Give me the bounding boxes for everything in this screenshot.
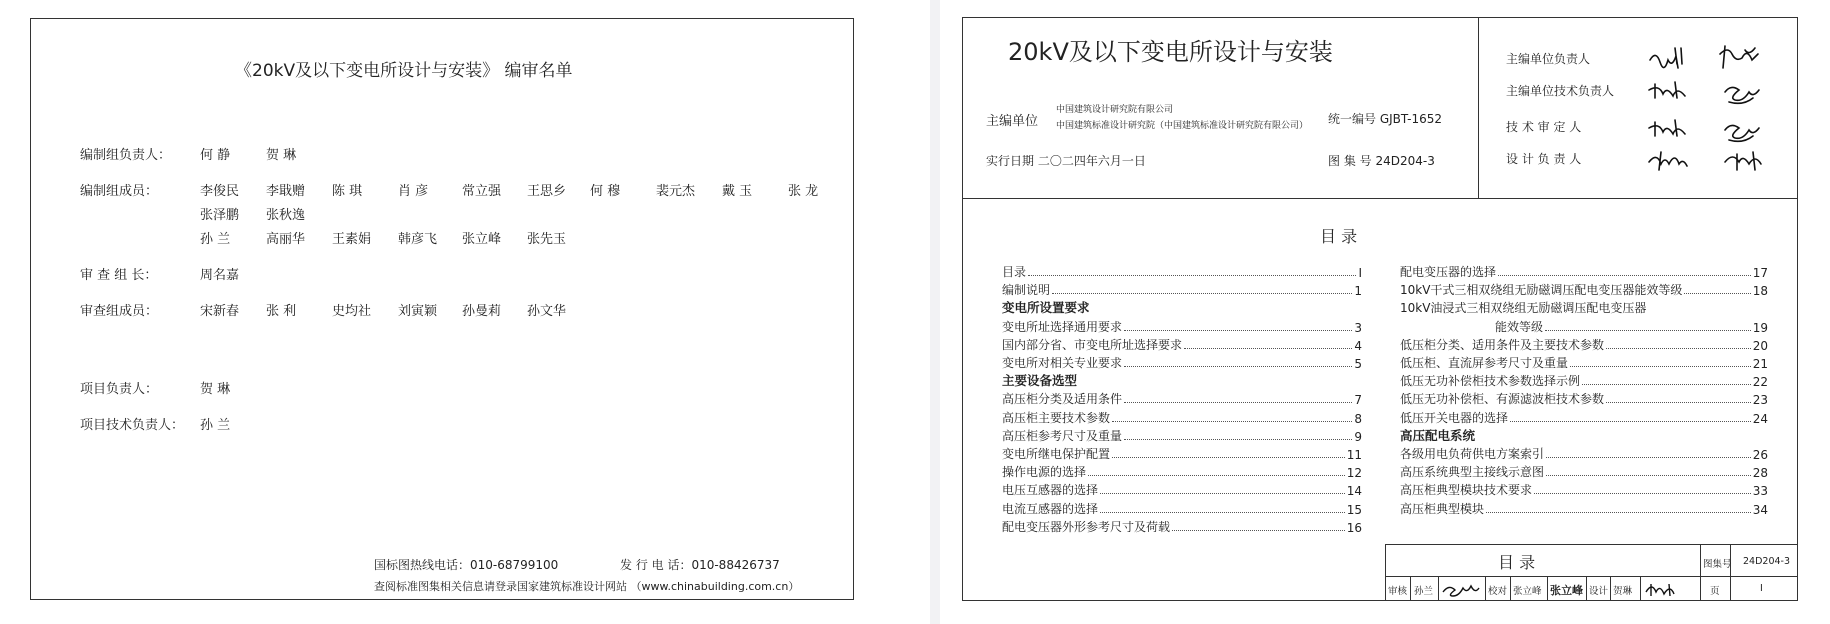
toc-entry-label: 各级用电负荷供电方案索引 xyxy=(1400,447,1545,461)
roster-title: 《20kV及以下变电所设计与安装》 编审名单 xyxy=(235,61,573,81)
toc-leader-dots xyxy=(1112,421,1352,422)
toc-entry-page: I xyxy=(1358,266,1362,280)
toc-leader-dots xyxy=(1124,439,1352,440)
toc-entry-page: 23 xyxy=(1752,393,1768,408)
cell-line xyxy=(1547,576,1548,601)
hotline-text: 国标图热线电话：010-68799100 xyxy=(374,558,559,572)
project-leader-label: 项目负责人： xyxy=(80,382,159,397)
toc-leader-dots xyxy=(1534,493,1751,494)
toc-entry-label: 低压无功补偿柜、有源滤波柜技术参数 xyxy=(1400,392,1605,407)
cell-line xyxy=(1610,576,1611,601)
editor-name: 李戢赠 xyxy=(266,184,306,199)
toc-entry-label: 目录 xyxy=(1002,265,1027,279)
editor-leader-name-1: 何 静 xyxy=(200,148,231,163)
toc-entry-label: 国内部分省、市变电所址选择要求 xyxy=(1002,337,1183,352)
review-signature-image xyxy=(1441,580,1481,598)
toc-entry-page: 26 xyxy=(1752,448,1768,462)
design-label: 设计 xyxy=(1589,586,1609,597)
header-vertical-divider xyxy=(1478,17,1479,198)
toc-section-heading: 高压配电系统 xyxy=(1400,427,1476,443)
editor-unit-label: 主编单位 xyxy=(986,114,1039,129)
toc-entry-page: 34 xyxy=(1752,502,1768,517)
toc-leader-dots xyxy=(1510,421,1751,422)
toc-entry-page: 9 xyxy=(1354,429,1362,444)
title-block-line xyxy=(1700,544,1701,601)
atlas-title: 20kV及以下变电所设计与安装 xyxy=(1008,38,1333,66)
editors-label: 编制组成员： xyxy=(80,184,159,199)
editor-name: 李俊民 xyxy=(200,184,240,199)
toc-entry-label: 高压柜主要技术参数 xyxy=(1002,410,1111,425)
unified-number: 统一编号 GJBT-1652 xyxy=(1328,112,1442,126)
editor-name: 高丽华 xyxy=(266,232,306,247)
toc-leader-dots xyxy=(1606,348,1751,349)
toc-entry-label: 编制说明 xyxy=(1002,283,1051,298)
project-tech-leader-name: 孙 兰 xyxy=(200,418,231,433)
editor-name: 张秋逸 xyxy=(266,208,306,223)
toc-entry-page: 3 xyxy=(1354,320,1362,335)
title-block-name: 目 录 xyxy=(1498,553,1536,572)
toc-leader-dots xyxy=(1546,457,1751,458)
toc-entry-label: 高压柜典型模块 xyxy=(1400,501,1485,516)
toc-entry-page: 16 xyxy=(1346,520,1362,535)
reviewer-name: 宋新春 xyxy=(200,304,240,319)
toc-entry-page: 22 xyxy=(1752,375,1768,390)
reviewer-name: 孙文华 xyxy=(527,304,567,319)
editor-name: 何 穆 xyxy=(590,184,621,199)
toc-entry[interactable] xyxy=(1002,389,1362,407)
header-divider xyxy=(962,198,1798,199)
toc-entry-page: 28 xyxy=(1752,466,1768,481)
reviewer-name: 史均社 xyxy=(332,304,372,319)
role-editor-unit-tech-head: 主编单位技术负责人 xyxy=(1506,84,1615,98)
toc-entry[interactable] xyxy=(1400,444,1768,462)
toc-title: 目 录 xyxy=(1320,227,1358,246)
check-signature: 张立峰 xyxy=(1550,584,1583,597)
toc-entry[interactable] xyxy=(1400,262,1768,280)
toc-entry-page: 18 xyxy=(1752,284,1768,299)
toc-leader-dots xyxy=(1546,475,1751,476)
toc-entry-page: 14 xyxy=(1346,484,1362,499)
toc-entry-label: 能效等级 xyxy=(1495,319,1544,334)
editor-name: 张 龙 xyxy=(788,184,819,199)
design-name: 贺琳 xyxy=(1613,586,1633,597)
toc-leader-dots xyxy=(1100,493,1345,494)
reviewer-name: 张 利 xyxy=(266,304,297,319)
toc-entry-label: 低压开关电器的选择 xyxy=(1400,410,1509,425)
toc-entry-label: 低压柜分类、适用条件及主要技术参数 xyxy=(1400,337,1605,352)
editor-name: 戴 玉 xyxy=(722,184,753,199)
toc-entry-label: 低压柜、直流屏参考尺寸及重量 xyxy=(1400,356,1569,370)
toc-leader-dots xyxy=(1172,530,1345,531)
reviewer-name: 孙曼莉 xyxy=(462,304,502,319)
toc-entry[interactable] xyxy=(1400,298,1768,316)
toc-entry[interactable] xyxy=(1400,353,1768,371)
toc-section-heading: 变电所设置要求 xyxy=(1002,300,1090,316)
website-note: 查阅标准图集相关信息请登录国家建筑标准设计网站 （www.chinabuilding.com.cn） xyxy=(374,580,800,593)
cell-line xyxy=(1485,576,1486,601)
toc-entry-label: 电压互感器的选择 xyxy=(1002,483,1099,498)
editor-name: 王素娟 xyxy=(332,232,372,247)
toc-entry-page: 8 xyxy=(1354,411,1362,426)
toc-entry-page: 24 xyxy=(1752,411,1768,426)
toc-entry-label: 高压系统典型主接线示意图 xyxy=(1400,465,1545,480)
toc-entry-label: 操作电源的选择 xyxy=(1002,465,1087,480)
toc-leader-dots xyxy=(1184,348,1352,349)
review-label: 审核 xyxy=(1388,586,1408,597)
toc-entry-label: 低压无功补偿柜技术参数选择示例 xyxy=(1400,374,1581,389)
toc-leader-dots xyxy=(1486,512,1751,513)
toc-leader-dots xyxy=(1124,366,1352,367)
toc-entry[interactable] xyxy=(1002,517,1362,535)
toc-entry[interactable] xyxy=(1400,371,1768,389)
editor-name: 张立峰 xyxy=(462,232,502,247)
check-name: 张立峰 xyxy=(1513,586,1542,597)
toc-entry-page: 5 xyxy=(1354,357,1362,371)
toc-entry-page: 1 xyxy=(1354,284,1362,299)
editor-leader-name-2: 贺 琳 xyxy=(266,148,297,163)
toc-entry-label: 高压柜参考尺寸及重量 xyxy=(1002,428,1123,443)
role-technical-approver: 技 术 审 定 人 xyxy=(1506,120,1582,134)
toc-entry-label: 10kV干式三相双绕组无励磁调压配电变压器能效等级 xyxy=(1400,283,1683,298)
toc-entry[interactable] xyxy=(1002,408,1362,426)
toc-entry[interactable] xyxy=(1400,389,1768,407)
toc-entry-label: 配电变压器的选择 xyxy=(1400,265,1497,279)
toc-entry-page: 21 xyxy=(1752,357,1768,371)
toc-entry[interactable] xyxy=(1002,480,1362,498)
issue-phone-text: 发 行 电 话：010-88426737 xyxy=(620,558,780,572)
toc-entry-label: 电流互感器的选择 xyxy=(1002,501,1099,516)
title-block-atlas-label: 图集号 xyxy=(1703,559,1732,570)
toc-entry-label: 变电所继电保护配置 xyxy=(1002,447,1111,461)
cell-line xyxy=(1438,576,1439,601)
review-leader-label: 审 查 组 长： xyxy=(80,268,158,283)
toc-entry[interactable] xyxy=(1002,426,1362,444)
editor-unit-2: 中国建筑标准设计研究院（中国建筑标准设计研究院有限公司） xyxy=(1056,121,1309,131)
toc-entry[interactable] xyxy=(1400,462,1768,480)
toc-entry[interactable] xyxy=(1400,408,1768,426)
toc-entry[interactable] xyxy=(1002,262,1362,280)
toc-leader-dots xyxy=(1100,512,1345,513)
toc-entry[interactable] xyxy=(1002,462,1362,480)
toc-entry-page: 33 xyxy=(1752,484,1768,499)
editor-name: 陈 琪 xyxy=(332,184,363,199)
editor-name: 孙 兰 xyxy=(200,232,231,247)
editor-unit-1: 中国建筑设计研究院有限公司 xyxy=(1056,105,1174,115)
effective-date: 实行日期 二〇二四年六月一日 xyxy=(986,154,1146,168)
toc-entry-label: 高压柜分类及适用条件 xyxy=(1002,392,1123,407)
toc-leader-dots xyxy=(1124,402,1352,403)
role-design-head: 设 计 负 责 人 xyxy=(1506,152,1582,166)
signatures-image xyxy=(1645,40,1795,180)
editor-name: 肖 彦 xyxy=(398,184,429,199)
toc-leader-dots xyxy=(1545,330,1751,331)
editor-name: 常立强 xyxy=(462,184,502,199)
review-leader-name: 周名嘉 xyxy=(200,268,240,283)
toc-leader-dots xyxy=(1088,475,1345,476)
toc-entry[interactable] xyxy=(1400,480,1768,498)
toc-leader-dots xyxy=(1582,384,1751,385)
cell-line xyxy=(1510,576,1511,601)
toc-entry[interactable] xyxy=(1002,317,1362,335)
toc-entry[interactable] xyxy=(1400,280,1768,298)
editor-name: 裴元杰 xyxy=(656,184,696,199)
atlas-number: 图 集 号 24D204-3 xyxy=(1328,154,1435,168)
toc-entry[interactable] xyxy=(1002,444,1362,462)
toc-entry[interactable] xyxy=(1400,335,1768,353)
toc-leader-dots xyxy=(1606,402,1751,403)
toc-page xyxy=(940,0,1830,624)
toc-leader-dots xyxy=(1570,366,1751,367)
title-block-line xyxy=(1730,544,1731,601)
design-signature-image xyxy=(1643,580,1683,598)
toc-entry[interactable] xyxy=(1002,335,1362,353)
reviewer-name: 刘寅颖 xyxy=(398,304,438,319)
editor-name: 王思乡 xyxy=(527,184,567,199)
toc-leader-dots xyxy=(1684,293,1750,294)
toc-entry[interactable] xyxy=(1495,317,1768,335)
project-tech-leader-label: 项目技术负责人： xyxy=(80,418,185,433)
toc-entry-page: 7 xyxy=(1354,393,1362,408)
title-block-row-line xyxy=(1385,576,1798,577)
toc-entry-page: 20 xyxy=(1752,338,1768,353)
toc-leader-dots xyxy=(1498,275,1751,276)
toc-entry-label: 变电所址选择通用要求 xyxy=(1002,319,1123,334)
editor-name: 韩彦飞 xyxy=(398,232,438,247)
cell-line xyxy=(1410,576,1411,601)
check-label: 校对 xyxy=(1488,586,1508,597)
toc-entry-label: 变电所对相关专业要求 xyxy=(1002,356,1123,370)
project-leader-name: 贺 琳 xyxy=(200,382,231,397)
toc-entry-page: 15 xyxy=(1346,502,1362,517)
cell-line xyxy=(1640,576,1641,601)
toc-entry-page: 12 xyxy=(1346,466,1362,481)
title-block-atlas-value: 24D204-3 xyxy=(1743,556,1791,567)
toc-leader-dots xyxy=(1052,293,1352,294)
toc-entry-page: 17 xyxy=(1752,266,1768,280)
editor-leader-label: 编制组负责人： xyxy=(80,148,172,163)
reviewers-label: 审查组成员： xyxy=(80,304,159,319)
toc-entry-page: 11 xyxy=(1346,448,1362,462)
role-editor-unit-head: 主编单位负责人 xyxy=(1506,52,1591,66)
page-value: I xyxy=(1760,583,1763,594)
editor-name: 张先玉 xyxy=(527,232,567,247)
toc-section-heading: 主要设备选型 xyxy=(1002,373,1078,389)
toc-entry[interactable] xyxy=(1400,499,1768,517)
cell-line xyxy=(1586,576,1587,601)
toc-entry-label: 高压柜典型模块技术要求 xyxy=(1400,483,1533,498)
toc-leader-dots xyxy=(1028,275,1356,276)
toc-entry-label: 10kV油浸式三相双绕组无励磁调压配电变压器 xyxy=(1400,301,1647,316)
toc-entry[interactable] xyxy=(1002,353,1362,371)
review-name: 孙兰 xyxy=(1414,586,1434,597)
page-label: 页 xyxy=(1710,586,1720,597)
toc-leader-dots xyxy=(1124,330,1352,331)
toc-entry-label: 配电变压器外形参考尺寸及荷载 xyxy=(1002,519,1171,534)
toc-leader-dots xyxy=(1112,457,1345,458)
toc-entry[interactable] xyxy=(1002,280,1362,298)
toc-entry-page: 19 xyxy=(1752,320,1768,335)
toc-entry-page: 4 xyxy=(1354,338,1362,353)
editor-name: 张泽鹏 xyxy=(200,208,240,223)
toc-entry[interactable] xyxy=(1002,499,1362,517)
